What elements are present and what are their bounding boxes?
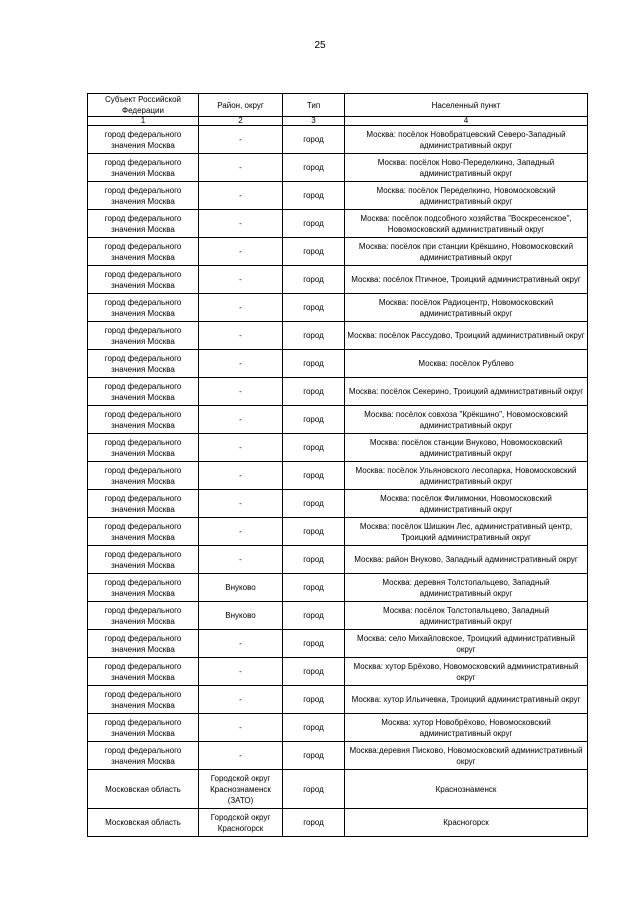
column-number: 2 [199,117,283,126]
cell-type: город [283,518,345,546]
cell-district: Городской округ Красногорск [199,809,283,837]
cell-type: город [283,406,345,434]
cell-subject: город федерального значения Москва [88,490,199,518]
cell-settlement: Москва: посёлок Переделкино, Новомосковский административный округ [345,182,588,210]
cell-subject: Московская область [88,770,199,809]
cell-type: город [283,294,345,322]
table-row [88,686,588,714]
cell-district: - [199,238,283,266]
cell-settlement: Москва: посёлок Секерино, Троицкий административный округ [345,378,588,406]
cell-district: - [199,182,283,210]
cell-settlement: Москва:деревня Писково, Новомосковский административный округ [345,742,588,770]
cell-subject: город федерального значения Москва [88,350,199,378]
cell-district: - [199,126,283,154]
header-district: Район, округ [199,94,283,117]
cell-type: город [283,714,345,742]
cell-settlement: Москва: хутор Брёхово, Новомосковский административный округ [345,658,588,686]
cell-type: город [283,742,345,770]
table-row [88,462,588,490]
table-row [88,182,588,210]
column-number: 1 [88,117,199,126]
cell-settlement: Москва: деревня Толстопальцево, Западный административный округ [345,574,588,602]
cell-subject: город федерального значения Москва [88,574,199,602]
table-row [88,574,588,602]
table-row [88,294,588,322]
cell-district: - [199,378,283,406]
cell-type: город [283,686,345,714]
column-number-row [88,117,588,126]
cell-type: город [283,378,345,406]
cell-settlement: Красногорск [345,809,588,837]
column-number: 3 [283,117,345,126]
cell-subject: город федерального значения Москва [88,434,199,462]
table-row [88,378,588,406]
cell-type: город [283,350,345,378]
cell-subject: город федерального значения Москва [88,182,199,210]
cell-type: город [283,574,345,602]
cell-type: город [283,434,345,462]
table-row [88,266,588,294]
table-row [88,714,588,742]
table-row [88,518,588,546]
table-row [88,434,588,462]
cell-settlement: Москва: посёлок подсобного хозяйства "Воскресенское", Новомосковский административный округ [345,210,588,238]
cell-type: город [283,322,345,350]
cell-district: - [199,714,283,742]
cell-type: город [283,182,345,210]
cell-subject: город федерального значения Москва [88,238,199,266]
cell-settlement: Краснознаменск [345,770,588,809]
cell-settlement: Москва: посёлок Шишкин Лес, административный центр, Троицкий административный округ [345,518,588,546]
cell-district: - [199,294,283,322]
cell-district: - [199,406,283,434]
cell-type: город [283,770,345,809]
table-row [88,630,588,658]
cell-subject: город федерального значения Москва [88,126,199,154]
cell-district: - [199,742,283,770]
cell-district: - [199,322,283,350]
column-number: 4 [345,117,588,126]
cell-subject: город федерального значения Москва [88,714,199,742]
cell-district: Городской округ Краснознаменск (ЗАТО) [199,770,283,809]
cell-district: - [199,490,283,518]
cell-subject: Московская область [88,809,199,837]
cell-district: Внуково [199,574,283,602]
cell-type: город [283,490,345,518]
cell-subject: город федерального значения Москва [88,378,199,406]
table-row [88,238,588,266]
cell-district: - [199,154,283,182]
cell-type: город [283,658,345,686]
cell-type: город [283,126,345,154]
header-settlement: Населенный пункт [345,94,588,117]
cell-settlement: Москва: посёлок совхоза "Крёкшино", Новомосковский административный округ [345,406,588,434]
cell-subject: город федерального значения Москва [88,658,199,686]
table-row [88,490,588,518]
cell-type: город [283,154,345,182]
cell-type: город [283,462,345,490]
cell-type: город [283,266,345,294]
cell-settlement: Москва: посёлок Рублево [345,350,588,378]
cell-subject: город федерального значения Москва [88,630,199,658]
cell-district: - [199,462,283,490]
cell-subject: город федерального значения Москва [88,602,199,630]
cell-district: - [199,210,283,238]
cell-settlement: Москва: посёлок станции Внуково, Новомосковский административный округ [345,434,588,462]
cell-subject: город федерального значения Москва [88,462,199,490]
table-row [88,154,588,182]
table-row [88,602,588,630]
cell-subject: город федерального значения Москва [88,154,199,182]
cell-district: - [199,266,283,294]
cell-settlement: Москва: посёлок Ново-Переделкино, Западный административный округ [345,154,588,182]
cell-district: - [199,686,283,714]
cell-settlement: Москва: хутор Новобрёхово, Новомосковский административный округ [345,714,588,742]
table-row [88,742,588,770]
cell-settlement: Москва: посёлок Новобратцевский Северо-Западный административный округ [345,126,588,154]
table-row [88,546,588,574]
page-number: 25 [314,40,326,51]
table-row [88,658,588,686]
table-row [88,406,588,434]
cell-settlement: Москва: посёлок при станции Крёкшино, Новомосковский административный округ [345,238,588,266]
cell-subject: город федерального значения Москва [88,266,199,294]
cell-subject: город федерального значения Москва [88,546,199,574]
cell-settlement: Москва: посёлок Радиоцентр, Новомосковский административный округ [345,294,588,322]
cell-settlement: Москва: посёлок Ульяновского лесопарка, Новомосковский административный округ [345,462,588,490]
cell-type: город [283,630,345,658]
table-row [88,350,588,378]
cell-subject: город федерального значения Москва [88,406,199,434]
cell-settlement: Москва: посёлок Рассудово, Троицкий административный округ [345,322,588,350]
cell-subject: город федерального значения Москва [88,294,199,322]
cell-type: город [283,602,345,630]
cell-district: - [199,658,283,686]
cell-district: Внуково [199,602,283,630]
header-subject: Субъект Российской Федерации [88,94,199,117]
header-type: Тип [283,94,345,117]
table-row [88,809,588,837]
settlements-table [87,93,588,837]
table-row [88,322,588,350]
cell-subject: город федерального значения Москва [88,742,199,770]
cell-district: - [199,630,283,658]
cell-subject: город федерального значения Москва [88,518,199,546]
cell-settlement: Москва: хутор Ильичевка, Троицкий административный округ [345,686,588,714]
table-row [88,770,588,809]
cell-subject: город федерального значения Москва [88,210,199,238]
cell-district: - [199,546,283,574]
cell-district: - [199,518,283,546]
cell-type: город [283,238,345,266]
cell-settlement: Москва: район Внуково, Западный административный округ [345,546,588,574]
table-row [88,126,588,154]
cell-type: город [283,809,345,837]
cell-district: - [199,434,283,462]
cell-settlement: Москва: село Михайловское, Троицкий административный округ [345,630,588,658]
cell-settlement: Москва: посёлок Филимонки, Новомосковский административный округ [345,490,588,518]
table-header-row [88,94,588,117]
cell-district: - [199,350,283,378]
table-row [88,210,588,238]
cell-subject: город федерального значения Москва [88,686,199,714]
cell-type: город [283,210,345,238]
cell-settlement: Москва: посёлок Птичное, Троицкий административный округ [345,266,588,294]
cell-subject: город федерального значения Москва [88,322,199,350]
cell-type: город [283,546,345,574]
cell-settlement: Москва: посёлок Толстопальцево, Западный административный округ [345,602,588,630]
